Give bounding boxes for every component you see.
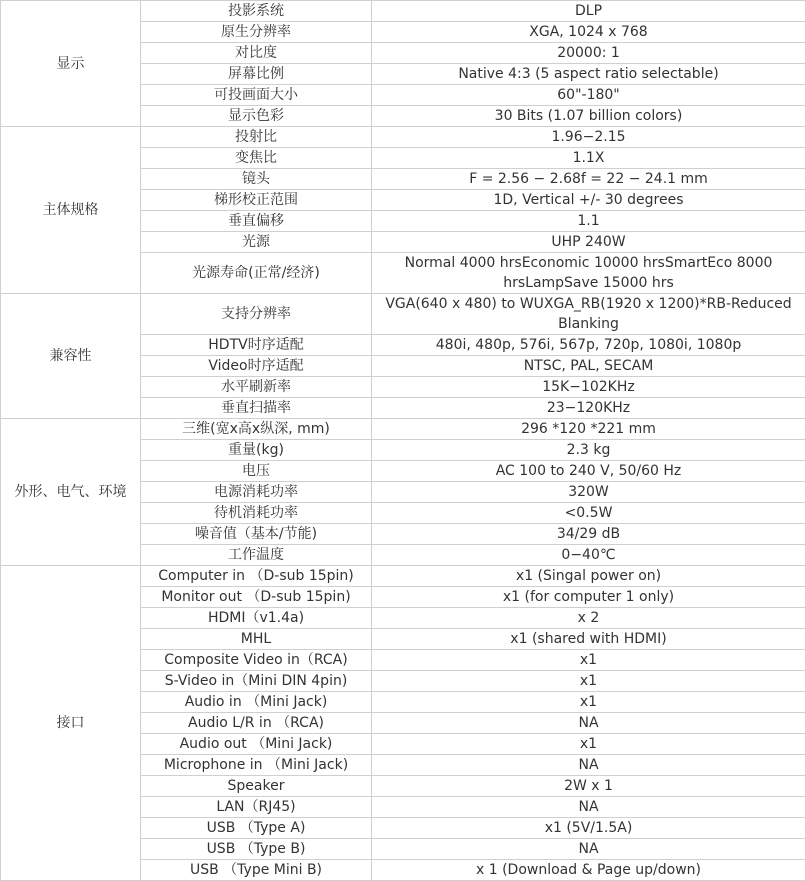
spec-key: 电源消耗功率	[141, 482, 372, 503]
spec-key: 电压	[141, 461, 372, 482]
spec-value: 34/29 dB	[372, 524, 805, 545]
spec-value: NA	[372, 713, 805, 734]
spec-key: USB （Type A)	[141, 818, 372, 839]
spec-row	[1, 419, 805, 440]
spec-key: 对比度	[141, 43, 372, 64]
spec-key: 工作温度	[141, 545, 372, 566]
spec-key: Computer in （D-sub 15pin)	[141, 566, 372, 587]
spec-key: Composite Video in（RCA)	[141, 650, 372, 671]
spec-key: 光源寿命(正常/经济)	[141, 253, 372, 294]
spec-key: 光源	[141, 232, 372, 253]
spec-value: 0−40℃	[372, 545, 805, 566]
spec-key: 重量(kg)	[141, 440, 372, 461]
spec-table-body	[1, 1, 805, 881]
spec-key: HDMI（v1.4a)	[141, 608, 372, 629]
spec-value: NA	[372, 839, 805, 860]
spec-row	[1, 566, 805, 587]
spec-value: 20000: 1	[372, 43, 805, 64]
spec-value: 30 Bits (1.07 billion colors)	[372, 106, 805, 127]
spec-key: 水平刷新率	[141, 377, 372, 398]
spec-key: 待机消耗功率	[141, 503, 372, 524]
spec-value: VGA(640 x 480) to WUXGA_RB(1920 x 1200)*RB-Reduced Blanking	[372, 294, 805, 335]
category-cell: 接口	[1, 566, 141, 881]
spec-value: NA	[372, 755, 805, 776]
spec-key: 支持分辨率	[141, 294, 372, 335]
spec-key: USB （Type B)	[141, 839, 372, 860]
spec-key: Audio L/R in （RCA)	[141, 713, 372, 734]
spec-value: x1	[372, 692, 805, 713]
spec-value: AC 100 to 240 V, 50/60 Hz	[372, 461, 805, 482]
spec-value: Native 4:3 (5 aspect ratio selectable)	[372, 64, 805, 85]
category-cell: 显示	[1, 1, 141, 127]
spec-value: <0.5W	[372, 503, 805, 524]
spec-value: x 2	[372, 608, 805, 629]
spec-key: 噪音值（基本/节能)	[141, 524, 372, 545]
spec-key: 屏幕比例	[141, 64, 372, 85]
spec-value: NA	[372, 797, 805, 818]
spec-key: S-Video in（Mini DIN 4pin)	[141, 671, 372, 692]
spec-value: 480i, 480p, 576i, 567p, 720p, 1080i, 1080p	[372, 335, 805, 356]
spec-row	[1, 294, 805, 335]
spec-key: Audio in （Mini Jack)	[141, 692, 372, 713]
spec-row	[1, 127, 805, 148]
spec-value: F = 2.56 − 2.68f = 22 − 24.1 mm	[372, 169, 805, 190]
spec-value: 320W	[372, 482, 805, 503]
spec-key: Audio out （Mini Jack)	[141, 734, 372, 755]
spec-value: x1 (5V/1.5A)	[372, 818, 805, 839]
spec-value: 60"-180"	[372, 85, 805, 106]
spec-value: x1 (shared with HDMI)	[372, 629, 805, 650]
spec-row	[1, 1, 805, 22]
spec-key: Video时序适配	[141, 356, 372, 377]
spec-key: 三维(宽x高x纵深, mm)	[141, 419, 372, 440]
spec-key: 投影系统	[141, 1, 372, 22]
spec-value: DLP	[372, 1, 805, 22]
spec-key: 投射比	[141, 127, 372, 148]
spec-value: 1.1	[372, 211, 805, 232]
spec-key: 镜头	[141, 169, 372, 190]
spec-key: 变焦比	[141, 148, 372, 169]
spec-key: 梯形校正范围	[141, 190, 372, 211]
spec-value: 2.3 kg	[372, 440, 805, 461]
spec-key: MHL	[141, 629, 372, 650]
spec-key: 垂直扫描率	[141, 398, 372, 419]
spec-value: x1 (Singal power on)	[372, 566, 805, 587]
spec-key: Speaker	[141, 776, 372, 797]
category-cell: 外形、电气、环境	[1, 419, 141, 566]
spec-value: x1	[372, 671, 805, 692]
spec-value: Normal 4000 hrsEconomic 10000 hrsSmartEco 8000 hrsLampSave 15000 hrs	[372, 253, 805, 294]
spec-value: 1.1X	[372, 148, 805, 169]
spec-value: x1	[372, 734, 805, 755]
spec-value: 1.96−2.15	[372, 127, 805, 148]
spec-key: 垂直偏移	[141, 211, 372, 232]
spec-key: 原生分辨率	[141, 22, 372, 43]
spec-value: UHP 240W	[372, 232, 805, 253]
spec-value: x1	[372, 650, 805, 671]
spec-value: 15K−102KHz	[372, 377, 805, 398]
spec-value: x 1 (Download & Page up/down)	[372, 860, 805, 881]
spec-value: x1 (for computer 1 only)	[372, 587, 805, 608]
spec-key: Microphone in （Mini Jack)	[141, 755, 372, 776]
spec-value: 23−120KHz	[372, 398, 805, 419]
spec-key: 显示色彩	[141, 106, 372, 127]
spec-value: 2W x 1	[372, 776, 805, 797]
category-cell: 兼容性	[1, 294, 141, 419]
spec-key: USB （Type Mini B)	[141, 860, 372, 881]
spec-value: NTSC, PAL, SECAM	[372, 356, 805, 377]
spec-value: XGA, 1024 x 768	[372, 22, 805, 43]
spec-key: LAN（RJ45)	[141, 797, 372, 818]
spec-key: Monitor out （D-sub 15pin)	[141, 587, 372, 608]
category-cell: 主体规格	[1, 127, 141, 294]
spec-key: HDTV时序适配	[141, 335, 372, 356]
spec-value: 296 *120 *221 mm	[372, 419, 805, 440]
spec-value: 1D, Vertical +/- 30 degrees	[372, 190, 805, 211]
spec-key: 可投画面大小	[141, 85, 372, 106]
